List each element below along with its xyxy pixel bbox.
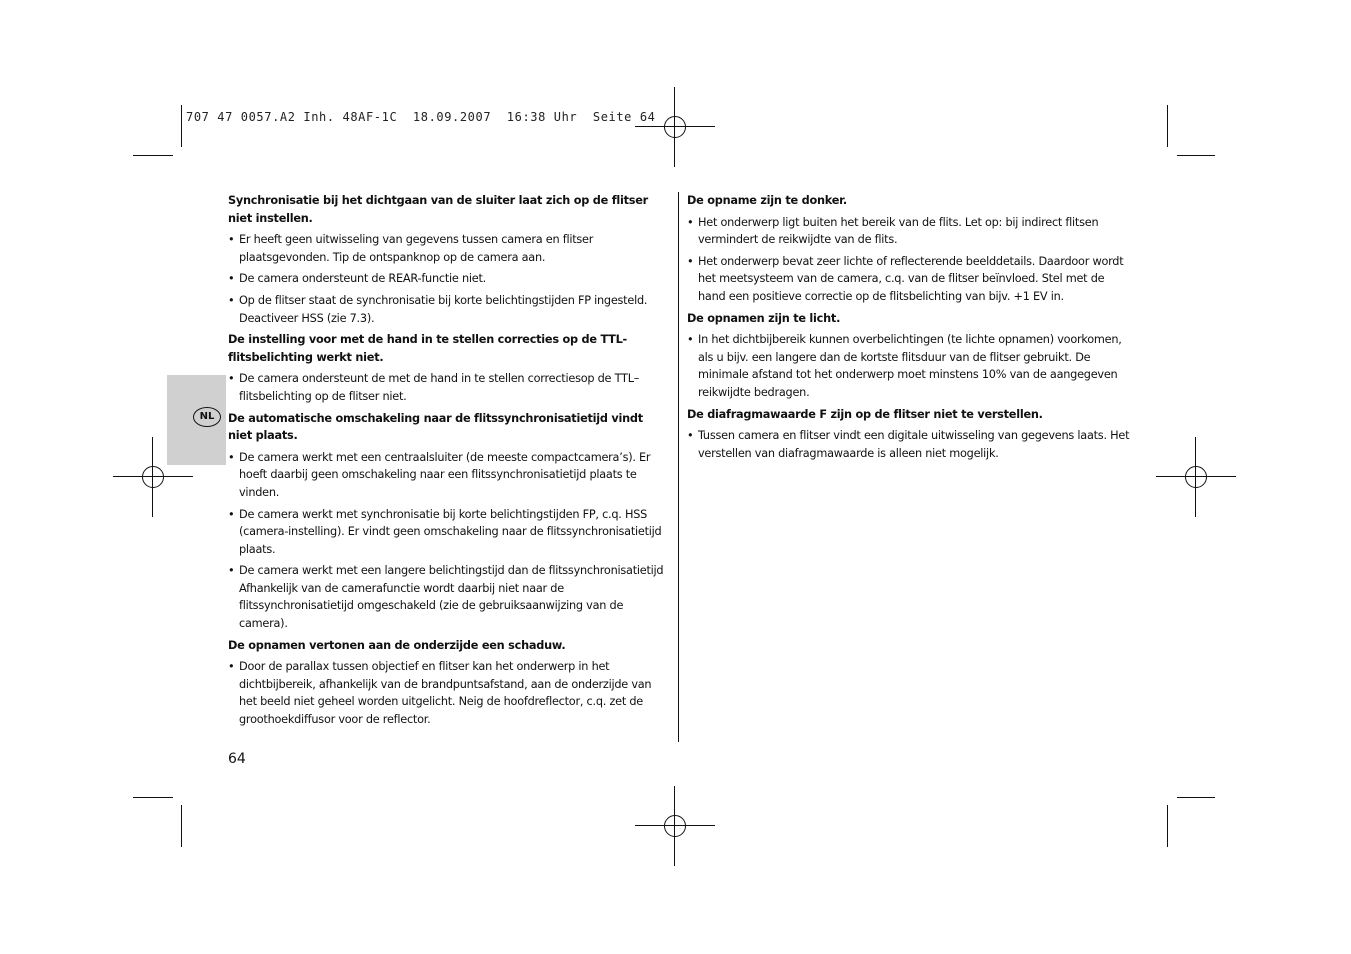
crop-mark bbox=[1167, 105, 1168, 147]
left-column bbox=[228, 192, 670, 733]
bullet-item: • De camera werkt met een langere belichtingstijd dan de flitssynchronisatietijd Afhankelijk van de camerafunctie wordt daarbij niet naar de flitssynchronisatietijd omgeschakeld (zie de gebruiksaanwijzing van de camera). bbox=[228, 562, 670, 632]
crop-mark bbox=[181, 805, 182, 847]
registration-mark-top bbox=[635, 87, 715, 167]
bullet-item: • Op de flitser staat de synchronisatie bij korte belichtingstijden FP ingesteld. Deactiveer HSS (zie 7.3). bbox=[228, 292, 670, 327]
bullet-item: • Er heeft geen uitwisseling van gegevens tussen camera en flitser plaatsgevonden. Tip de ontspanknop op de camera aan. bbox=[228, 231, 670, 266]
page-number: 64 bbox=[228, 751, 246, 767]
bullet-item: • De camera werkt met synchronisatie bij korte belichtingstijden FP, c.q. HSS (camera-instelling). Er vindt geen omschakeling naar de flitssynchronisatietijd plaats. bbox=[228, 506, 670, 559]
crop-mark bbox=[1167, 805, 1168, 847]
section-heading: De opname zijn te donker. bbox=[687, 194, 847, 207]
section-heading: Synchronisatie bij het dichtgaan van de sluiter laat zich op de flitser niet instellen. bbox=[228, 194, 648, 225]
crop-mark bbox=[181, 105, 182, 147]
bullet-item: • In het dichtbijbereik kunnen overbelichtingen (te lichte opnamen) voorkomen, als u bijv. een langere dan de kortste flitsduur van de flitser gebruikt. De minimale afstand tot het onderwerp moet minstens 10% van de aangegeven reikwijdte bedragen. bbox=[687, 331, 1134, 401]
bullet-item: • Het onderwerp ligt buiten het bereik van de flits. Let op: bij indirect flitsen vermindert de reikwijdte van de flits. bbox=[687, 214, 1134, 249]
registration-mark-bottom bbox=[635, 786, 715, 866]
crop-mark bbox=[133, 155, 173, 156]
bullet-item: • De camera ondersteunt de REAR-functie niet. bbox=[228, 270, 670, 288]
bullet-item: • De camera ondersteunt de met de hand in te stellen correctiesop de TTL–flitsbelichting op de flitser niet. bbox=[228, 370, 670, 405]
bullet-item: • Door de parallax tussen objectief en flitser kan het onderwerp in het dichtbijbereik, afhankelijk van de brandpuntsafstand, aan de onderzijde van het beeld niet geheel worden uitgelicht. Neig de hoofdreflector, c.q. zet de groothoekdiffusor voor de reflector. bbox=[228, 658, 670, 728]
registration-mark-right bbox=[1156, 437, 1236, 517]
language-badge: NL bbox=[193, 407, 221, 427]
crop-mark bbox=[1177, 797, 1215, 798]
crop-mark bbox=[1177, 155, 1215, 156]
section-heading: De opnamen vertonen aan de onderzijde een schaduw. bbox=[228, 638, 566, 652]
section-heading: De instelling voor met de hand in te stellen correcties op de TTL-flitsbelichting werkt niet. bbox=[228, 333, 627, 364]
section-heading: De automatische omschakeling naar de flitssynchronisatietijd vindt niet plaats. bbox=[228, 411, 643, 443]
bullet-item: • De camera werkt met een centraalsluiter (de meeste compactcamera’s). Er hoeft daarbij geen omschakeling naar een flitssynchronisatietijd plaats te vinden. bbox=[228, 449, 670, 502]
print-slug: 707 47 0057.A2 Inh. 48AF-1C 18.09.2007 16:38 Uhr Seite 64 bbox=[186, 110, 656, 124]
bullet-item: • Het onderwerp bevat zeer lichte of reflecterende beelddetails. Daardoor wordt het meetsysteem van de camera, c.q. van de flitser beïnvloed. Stel met de hand een positieve correctie op de flitsbelichting van bijv. +1 EV in. bbox=[687, 253, 1134, 306]
section-heading: De diafragmawaarde F zijn op de flitser niet te verstellen. bbox=[687, 407, 1043, 421]
right-column bbox=[687, 192, 1134, 466]
column-divider bbox=[678, 192, 679, 742]
bullet-item: • Tussen camera en flitser vindt een digitale uitwisseling van gegevens laats. Het verstellen van diafragmawaarde is alleen niet mogelijk. bbox=[687, 427, 1134, 462]
section-heading: De opnamen zijn te licht. bbox=[687, 311, 841, 325]
crop-mark bbox=[133, 797, 173, 798]
